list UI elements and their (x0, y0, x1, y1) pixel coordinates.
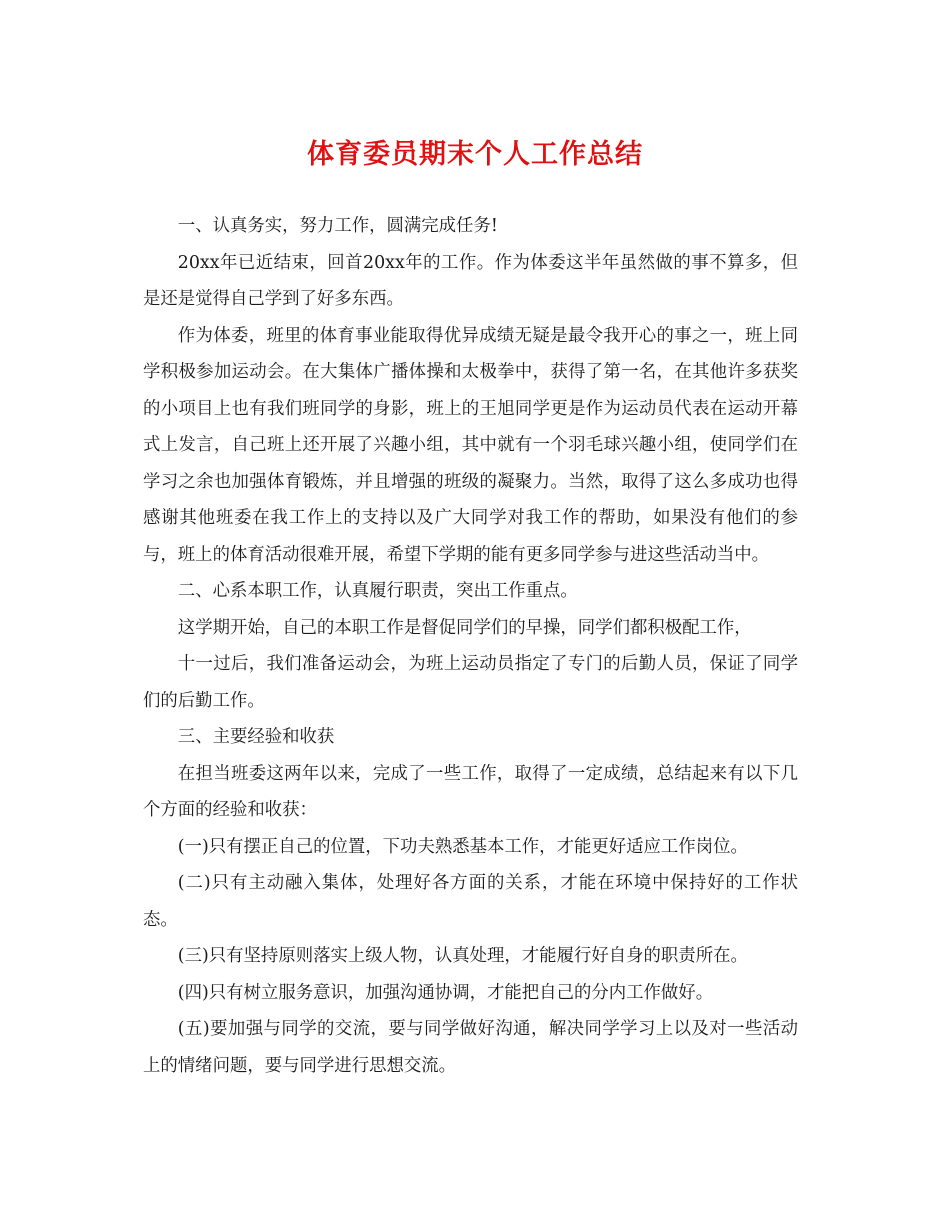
section-heading: 三、主要经验和收获 (177, 727, 335, 747)
paragraph: 十一过后，我们准备运动会，为班上运动员指定了专门的后勤人员，保证了同学们的后勤工作。 (143, 654, 798, 711)
paragraph: 一、认真务实，努力工作，圆满完成任务! (177, 216, 498, 236)
paragraph: 在担当班委这两年以来，完成了一些工作，取得了一定成绩，总结起来有以下几个方面的经验和收获： (143, 763, 798, 820)
paragraph: 这学期开始，自己的本职工作是督促同学们的早操，同学们都积极配工作， (177, 617, 752, 638)
list-item: (一)只有摆正自己的位置，下功夫熟悉基本工作，才能更好适应工作岗位。 (177, 836, 748, 857)
paragraph: 20xx年已近结束，回首20xx年的工作。作为体委这半年虽然做的事不算多，但是还是觉得自己学到了好多东西。 (143, 252, 798, 309)
document-body (143, 208, 798, 1084)
list-item: (四)只有树立服务意识，加强沟通协调，才能把自己的分内工作做好。 (177, 982, 714, 1003)
list-item: (三)只有坚持原则落实上级人物，认真处理，才能履行好自身的职责所在。 (177, 946, 748, 966)
section-heading: 二、心系本职工作，认真履行职责，突出工作重点。 (177, 581, 578, 601)
list-item: (五)要加强与同学的交流，要与同学做好沟通，解决同学学习上以及对一些活动上的情绪问题，要与同学进行思想交流。 (143, 1019, 798, 1076)
list-item: (二)只有主动融入集体，处理好各方面的关系，才能在环境中保持好的工作状态。 (143, 873, 798, 930)
document-title: 体育委员期末个人工作总结 (307, 139, 643, 170)
paragraph: 作为体委，班里的体育事业能取得优异成绩无疑是最令我开心的事之一，班上同学积极参加运动会。在大集体广播体操和太极拳中，获得了第一名，在其他许多获奖的小项目上也有我们班同学的身影，班上的王旭同学更是作为运动员代表在运动开幕式上发言，自己班上还开展了兴趣小组，其中就有一个羽毛球兴趣小组，使同学们在学习之余也加强体育锻炼，并且增强的班级的凝聚力。当然，取得了这么多成功也得感谢其他班委在我工作上的支持以及广大同学对我工作的帮助，如果没有他们的参与，班上的体育活动很难开展，希望下学期的能有更多同学参与进这些活动当中。 (143, 325, 798, 565)
